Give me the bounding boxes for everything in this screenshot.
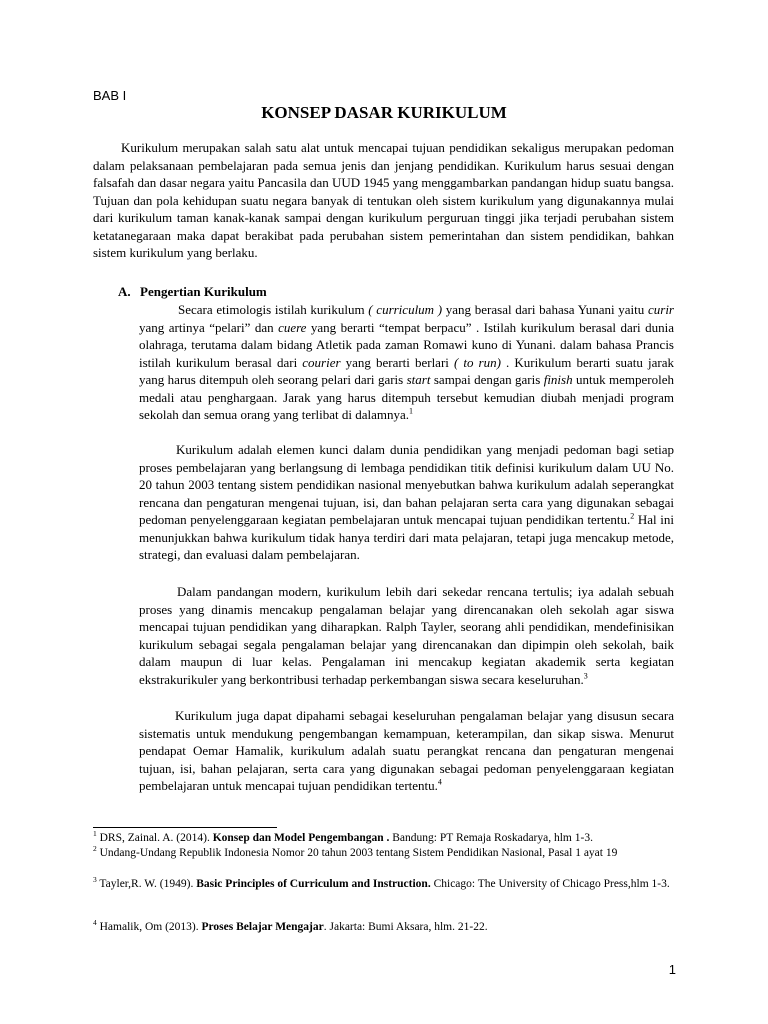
footnote-separator [93, 827, 277, 828]
section-number: A. [118, 284, 131, 299]
footnote-1: $^1$ DRS, Zainal. A. (2014). Konsep dan Model Pengembangan . Bandung: PT Remaja Roskadarya, hlm 1-3. [93, 829, 593, 844]
footnote-ref-1[interactable]: 1 [409, 406, 414, 416]
footnote-ref-3[interactable]: 3 [583, 671, 588, 681]
paragraph-hamalik: Kurikulum juga dapat dipahami sebagai keseluruhan pengalaman belajar yang disusun secara sistematis untuk mendukung pengembangan kemampuan, keterampilan, dan sikap siswa. Menurut pendapat Oemar Hamalik, kurikulum adalah suatu perangkat rencana dan pengaturan mengenai tujuan, isi, bahan pelajaran, serta cara yang digunakan sebagai pedoman penyelenggaraan kegiatan pembelajaran untuk mencapai tujuan pendidikan tertentu.$^4$ [139, 708, 674, 793]
paragraph-definition: Kurikulum adalah elemen kunci dalam dunia pendidikan yang menjadi pedoman bagi setiap proses pembelajaran yang berlangsung di lembaga pendidikan titik definisi kurikulum dalam UU No. 20 tahun 2003 tentang sistem pendidikan nasional menyebutkan bahwa kurikulum adalah seperangkat rencana dan pengaturan mengenai tujuan, isi, dan bahan pelajaran serta cara yang digunakan sebagai pedoman penyelenggaraan kegiatan pembelajaran untuk mencapai tujuan pendidikan tertentu.$^2$ Hal ini menunjukkan bahwa kurikulum tidak hanya terdiri dari mata pelajaran, tetapi juga mencakup metode, strategi, dan evaluasi dalam pembelajaran. [139, 442, 674, 562]
footnote-2: $^2$ Undang-Undang Republik Indonesia Nomor 20 tahun 2003 tentang Sistem Pendidikan Nasional, Pasal 1 ayat 19 [93, 844, 618, 859]
footnote-ref-4[interactable]: 4 [437, 777, 442, 787]
chapter-label: BAB I [93, 88, 127, 103]
footnote-ref-2[interactable]: 2 [630, 511, 635, 521]
paragraph-modern-view: Dalam pandangan modern, kurikulum lebih dari sekedar rencana tertulis; iya adalah sebuah proses yang dinamis mencakup pengalaman belajar yang direncanakan oleh sekolah agar siswa mencapai tujuan pendidikan yang diharapkan. Ralph Tayler, seorang ahli pendidikan, mendefinisikan kurikulum sebagai segala pengalaman belajar yang direncanakan dan dipimpin oleh sekolah, baik dalam maupun di luar kelas. Pengalaman ini mencakup kegiatan akademik serta kegiatan ekstrakurikuler yang berkontribusi terhadap perkembangan siswa secara keseluruhan.$^3$ [139, 584, 674, 687]
intro-paragraph: Kurikulum merupakan salah satu alat untuk mencapai tujuan pendidikan sekaligus merupakan pedoman dalam pelaksanaan pembelajaran pada semua jenis dan jenjang pendidikan. Kurikulum harus sesuai dengan falsafah dan dasar negara yaitu Pancasila dan UUD 1945 yang menggambarkan pandangan hidup suatu bangsa. Tujuan dan pola kehidupan suatu negara banyak di tentukan oleh sistem kurikulum yang digunakannya mulai dari kurikulum taman kanak-kanak sampai dengan kurikulum perguruan tinggi jika terjadi perubahan sistem ketatanegaraan maka dapat berakibat pada perubahan sistem pemerintahan dan sistem pendidikan, bahkan sistem kurikulum yang berlaku. [93, 140, 674, 260]
page-number: 1 [668, 962, 676, 977]
document-title: KONSEP DASAR KURIKULUM [261, 103, 507, 122]
paragraph-etymology: Secara etimologis istilah kurikulum ( curriculum ) yang berasal dari bahasa Yunani yaitu curir yang artinya “pelari” dan cuere yang berarti “tempat berpacu” . Istilah kurikulum berasal dari dunia olahraga, terutama dalam bidang Atletik pada zaman Romawi kuno di Yunani. dalam bahasa Prancis istilah kurikulum berasal dari courier yang berarti berlari ( to run) . Kurikulum berarti suatu jarak yang harus ditempuh oleh seorang pelari dari garis start sampai dengan garis finish untuk memperoleh medali atau penghargaan. Jarak yang harus ditempuh tersebut kemudian diubah menjadi program sekolah dan semua orang yang terlibat di dalamnya.$^1$ [139, 302, 674, 422]
section-heading-text: Pengertian Kurikulum [140, 284, 267, 299]
section-heading [118, 284, 267, 300]
footnote-4: $^4$ Hamalik, Om (2013). Proses Belajar Mengajar. Jakarta: Bumi Aksara, hlm. 21-22. [93, 918, 488, 933]
footnote-3: $^3$ Tayler,R. W. (1949). Basic Principles of Curriculum and Instruction. Chicago: The University of Chicago Press,hlm 1-3. [93, 875, 670, 890]
